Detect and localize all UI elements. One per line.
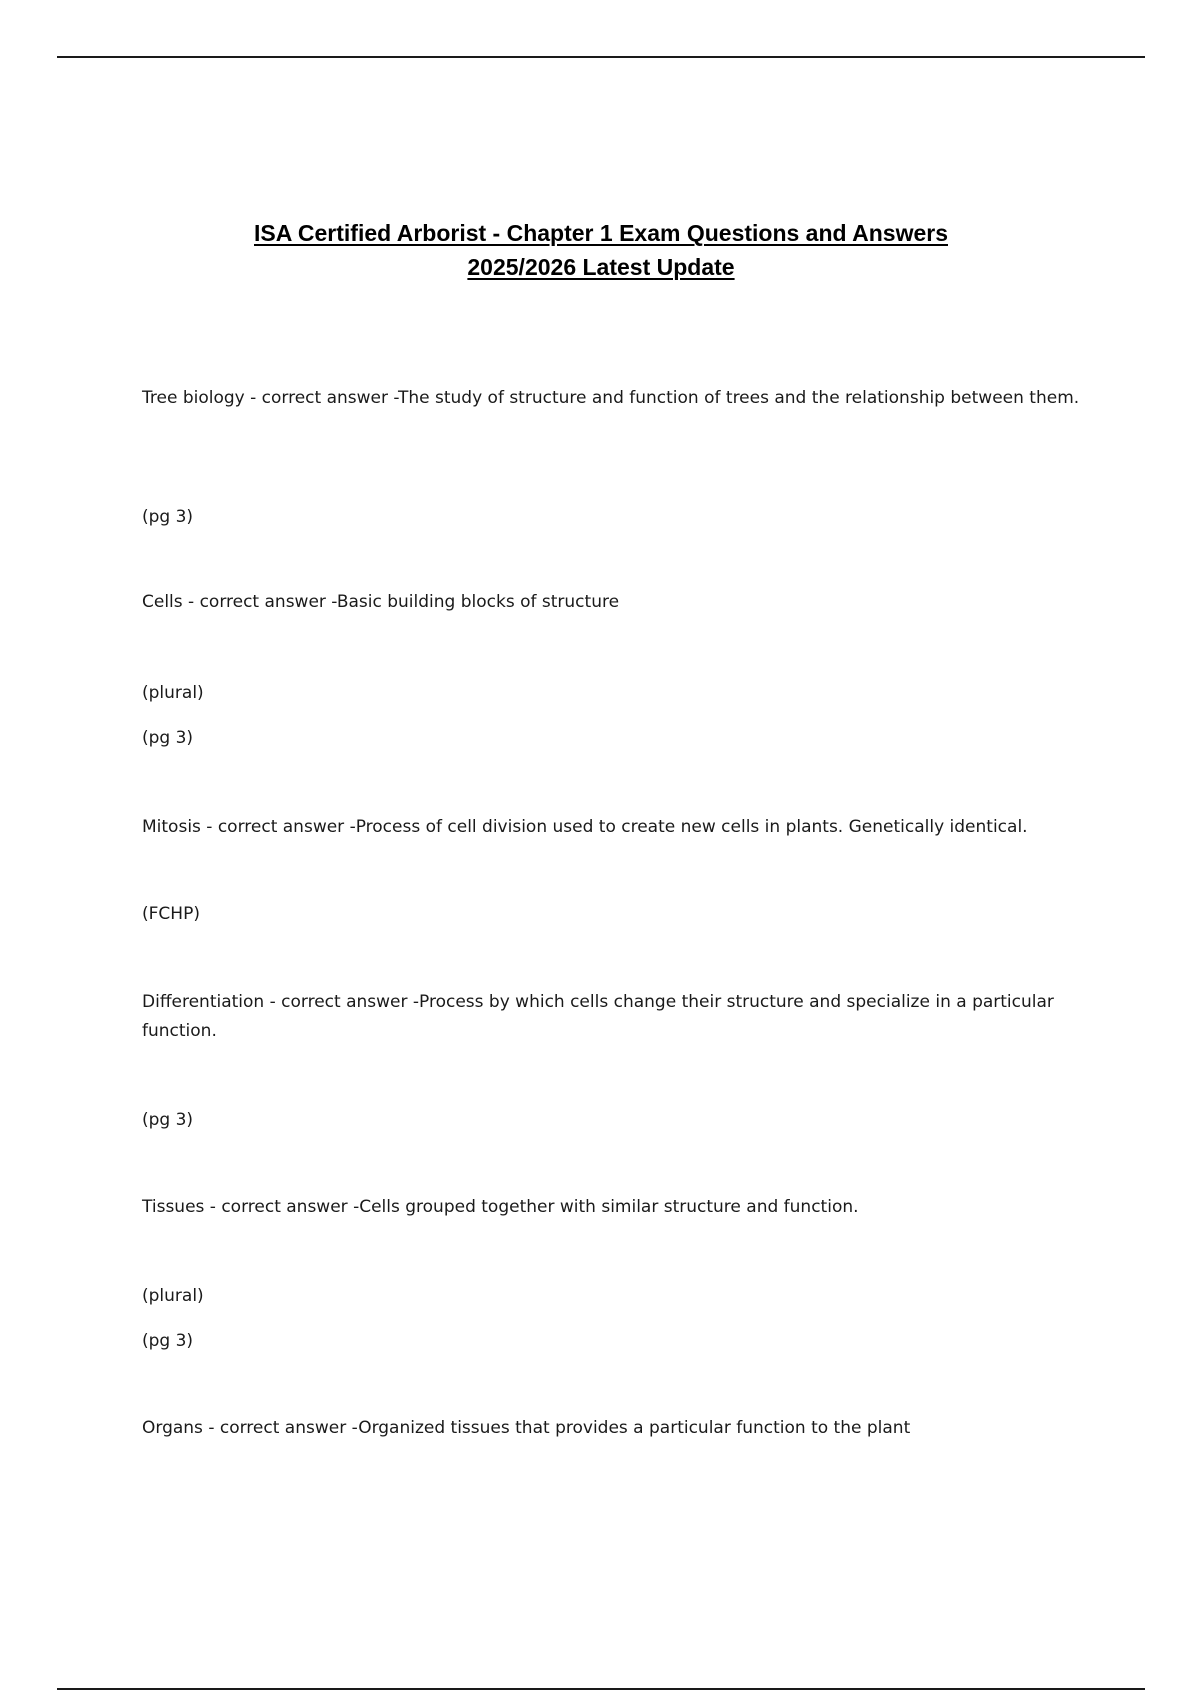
page-reference: (pg 3) bbox=[142, 728, 194, 748]
document-title bbox=[57, 216, 1145, 284]
definition-differentiation: Differentiation - correct answer -Process by which cells change their structure and specialize in a particular function. bbox=[142, 992, 1054, 1041]
definition-tissues: Tissues - correct answer -Cells grouped together with similar structure and function. bbox=[142, 1197, 859, 1217]
bottom-divider bbox=[57, 1688, 1145, 1690]
title-line-1: ISA Certified Arborist - Chapter 1 Exam Questions and Answers bbox=[254, 220, 948, 246]
definition-mitosis: Mitosis - correct answer -Process of cell division used to create new cells in plants. Genetically identical. bbox=[142, 817, 1028, 837]
note-plural: (plural) bbox=[142, 683, 204, 703]
page-reference: (pg 3) bbox=[142, 1110, 194, 1130]
page-reference: (pg 3) bbox=[142, 507, 194, 527]
page-reference: (pg 3) bbox=[142, 1331, 194, 1351]
title-line-2: 2025/2026 Latest Update bbox=[467, 254, 735, 280]
note-plural: (plural) bbox=[142, 1286, 204, 1306]
definition-cells: Cells - correct answer -Basic building blocks of structure bbox=[142, 592, 620, 612]
definition-tree-biology: Tree biology - correct answer -The study of structure and function of trees and the relationship between them. bbox=[142, 388, 1080, 408]
definition-organs: Organs - correct answer -Organized tissues that provides a particular function to the plant bbox=[142, 1418, 911, 1438]
note-fchp: (FCHP) bbox=[142, 904, 200, 924]
top-divider bbox=[57, 56, 1145, 58]
